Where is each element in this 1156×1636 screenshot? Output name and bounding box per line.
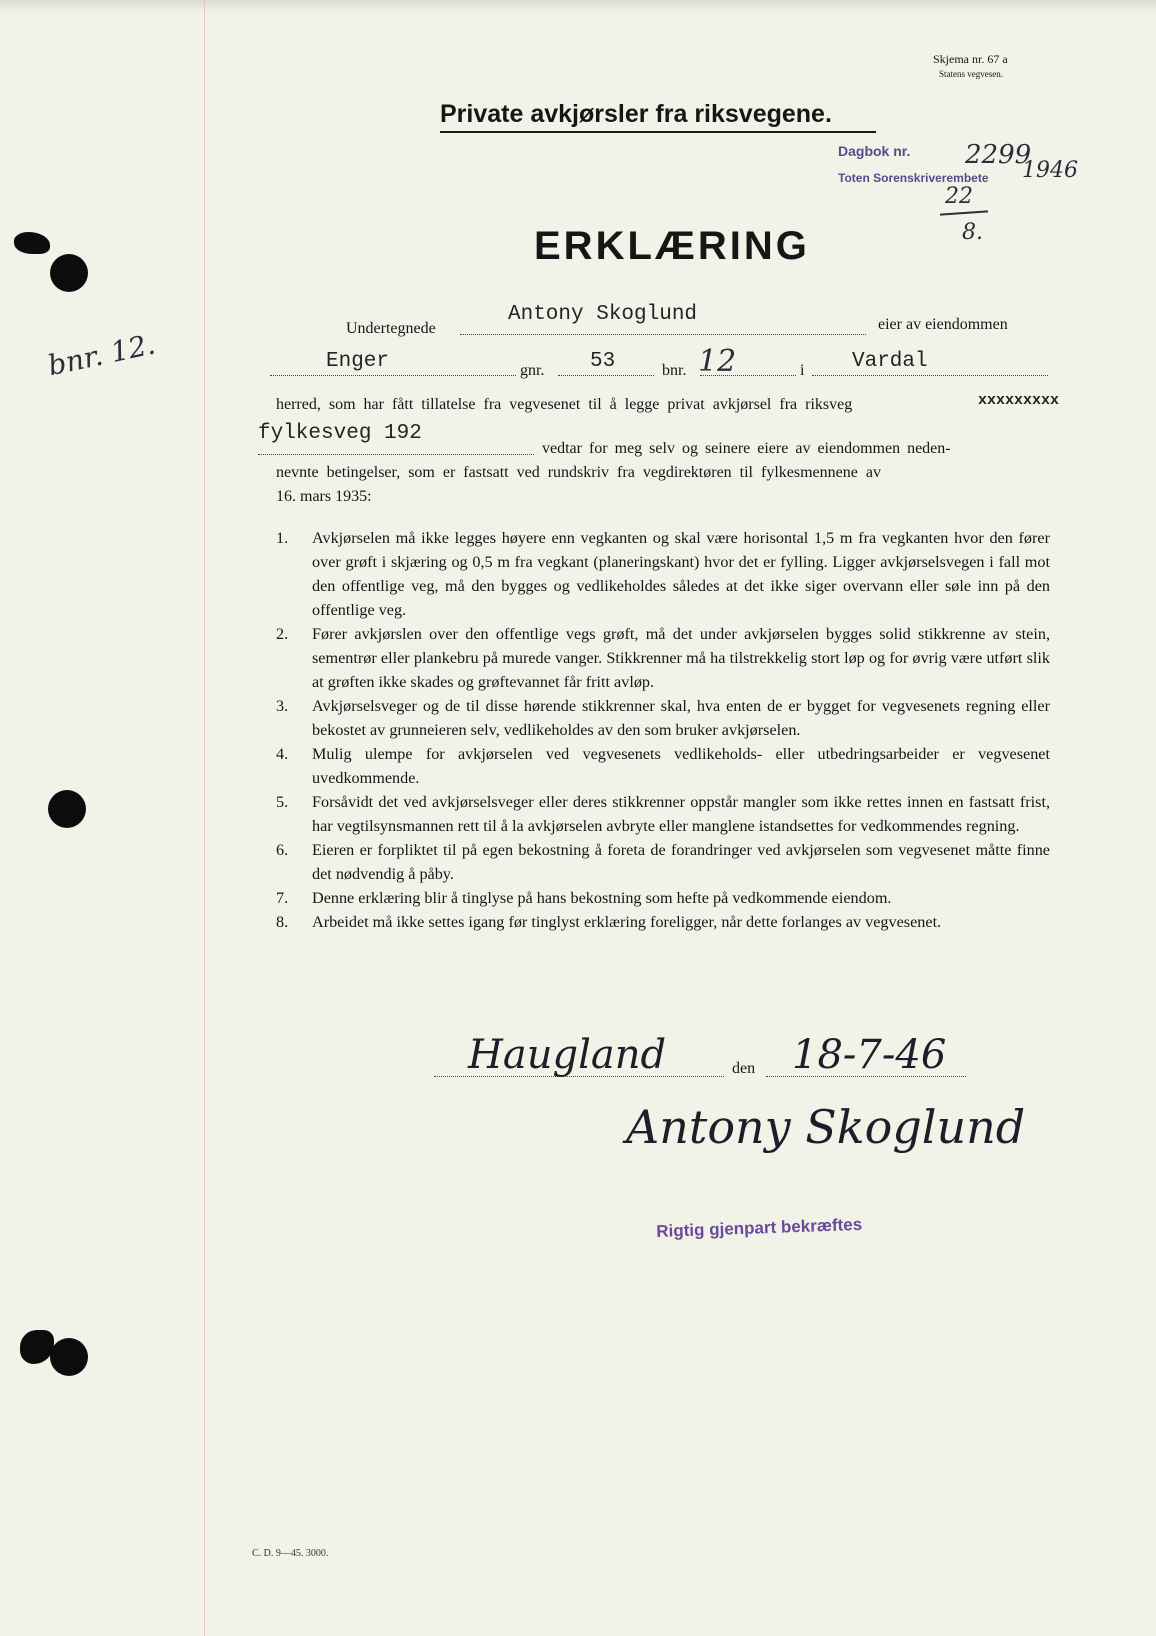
registry-stamp-line2: Toten Sorenskriverembete (838, 171, 989, 185)
margin-note: bnr. 12. (45, 327, 159, 383)
item-number: 6. (276, 841, 289, 859)
punch-hole (50, 254, 88, 292)
label-in: i (800, 362, 805, 379)
list-item (276, 886, 1050, 910)
label-undersigned: Undertegnede (346, 320, 436, 337)
label-bnr: bnr. (662, 362, 687, 379)
page-top-edge (0, 0, 1156, 12)
list-item (276, 622, 1050, 694)
declarant-name: Antony Skoglund (508, 303, 698, 326)
item-text: Avkjørselsveger og de til disse hørende stikkrenner skal, hva enten de er bygget for vegvesenets regning eller bekostet av grunneieren selv, vedlikeholdes av den som bruker avkjørselen. (312, 697, 1050, 739)
registry-stamp-line1: Dagbok nr. (838, 143, 911, 159)
item-text: Denne erklæring blir å tinglyse på hans bekostning som hefte på vedkommende eiendom. (312, 889, 892, 907)
item-text: Fører avkjørslen over den offentlige vegs grøft, må det under avkjørselen bygges solid stikkrenne av stein, sementrør eller plankebru på murede vanger. Stikkrenner må ha tilstrekkelig stort løp og for øvrig være utført slik at grøften ikke skades og grøftevannet får fritt avløp. (312, 625, 1050, 691)
item-number: 7. (276, 889, 289, 907)
torn-edge (20, 1330, 54, 1364)
margin-rule (204, 0, 205, 1636)
form-title: Private avkjørsler fra riksvegene. (440, 100, 832, 128)
declaration-heading: ERKLÆRING (534, 224, 810, 268)
property-name: Enger (326, 350, 390, 373)
signing-date: 18-7-46 (792, 1032, 947, 1078)
torn-edge (14, 232, 50, 254)
fill-line (460, 334, 866, 335)
gnr-value: 53 (590, 350, 616, 373)
registry-year: 1946 (1022, 158, 1078, 183)
schema-number: Skjema nr. 67 a (933, 52, 1008, 66)
fraction-line (940, 210, 988, 215)
label-gnr: gnr. (520, 362, 545, 379)
title-underline (440, 131, 876, 133)
item-text: Avkjørselen må ikke legges høyere enn vegkanten og skal være horisontal 1,5 m fra vegkanten hvor den fører over grøft i skjæring og 0,5 m fra vegkant (planeringskant) hvor det er fylling. Ligger avkjørselsvegen i fall mot den offentlige veg, må den bygges og vedlikeholdes således at det ikke siger overvann eller søle inn på den offentlige veg. (312, 529, 1050, 619)
issuer: Statens vegvesen. (939, 69, 1003, 79)
punch-hole (48, 790, 86, 828)
municipality: Vardal (852, 350, 928, 373)
list-item (276, 790, 1050, 838)
list-item (276, 838, 1050, 886)
item-number: 4. (276, 745, 289, 763)
fill-line (812, 375, 1048, 376)
list-item (276, 694, 1050, 742)
item-number: 2. (276, 625, 289, 643)
item-text: Forsåvidt det ved avkjørselsveger eller deres stikkrenner oppstår mangler som ikke rettes innen en fastsatt frist, har vegtilsynsmannen rett til å la avkjørselen avbryte eller manglene istandsettes for vedkommendes regning. (312, 793, 1050, 835)
conditions-intro: nevnte betingelser, som er fastsatt ved rundskriv fra vegdirektøren til fylkesmennene av (276, 464, 881, 481)
road-name: fylkesveg 192 (258, 422, 422, 445)
punch-hole (50, 1338, 88, 1376)
item-number: 1. (276, 529, 289, 547)
item-number: 3. (276, 697, 289, 715)
item-text: Arbeidet må ikke settes igang før tinglyst erklæring foreligger, når dette forlanges av vegvesenet. (312, 913, 942, 931)
permission-line: herred, som har fått tillatelse fra vegvesenet til å legge privat avkjørsel fra riksveg (276, 396, 853, 413)
list-item (276, 742, 1050, 790)
conditions-list (276, 526, 1050, 934)
intro-date: 16. mars 1935: (276, 488, 372, 505)
label-owner: eier av eiendommen (878, 316, 1008, 333)
footer-code: C. D. 9—45. 3000. (252, 1548, 329, 1559)
item-number: 5. (276, 793, 289, 811)
fill-line (270, 375, 516, 376)
fill-line (558, 375, 654, 376)
item-number: 8. (276, 913, 289, 931)
bnr-value: 12 (698, 344, 737, 379)
signature: Antony Skoglund (626, 1100, 1026, 1154)
signing-place: Haugland (468, 1032, 667, 1078)
registry-number: 2299 (965, 140, 1032, 170)
struck-text: xxxxxxxxx (978, 392, 1060, 409)
item-text: Eieren er forpliktet til på egen bekostning å foreta de forandringer ved avkjørselen som vegvesenet måtte finne det nødvendig å påby. (312, 841, 1050, 883)
registry-day: 22 (945, 184, 973, 209)
label-date: den (732, 1060, 756, 1077)
fill-line (258, 454, 534, 455)
list-item (276, 910, 1050, 934)
registry-month: 8. (962, 220, 983, 245)
list-item (276, 526, 1050, 622)
accepts-line: vedtar for meg selv og seinere eiere av eiendommen neden- (542, 440, 951, 457)
item-text: Mulig ulempe for avkjørselen ved vegvesenets vedlikeholds- eller utbedringsarbeider er vegvesenet uvedkommende. (312, 745, 1050, 787)
certification-stamp: Rigtig gjenpart bekræftes (656, 1214, 863, 1241)
